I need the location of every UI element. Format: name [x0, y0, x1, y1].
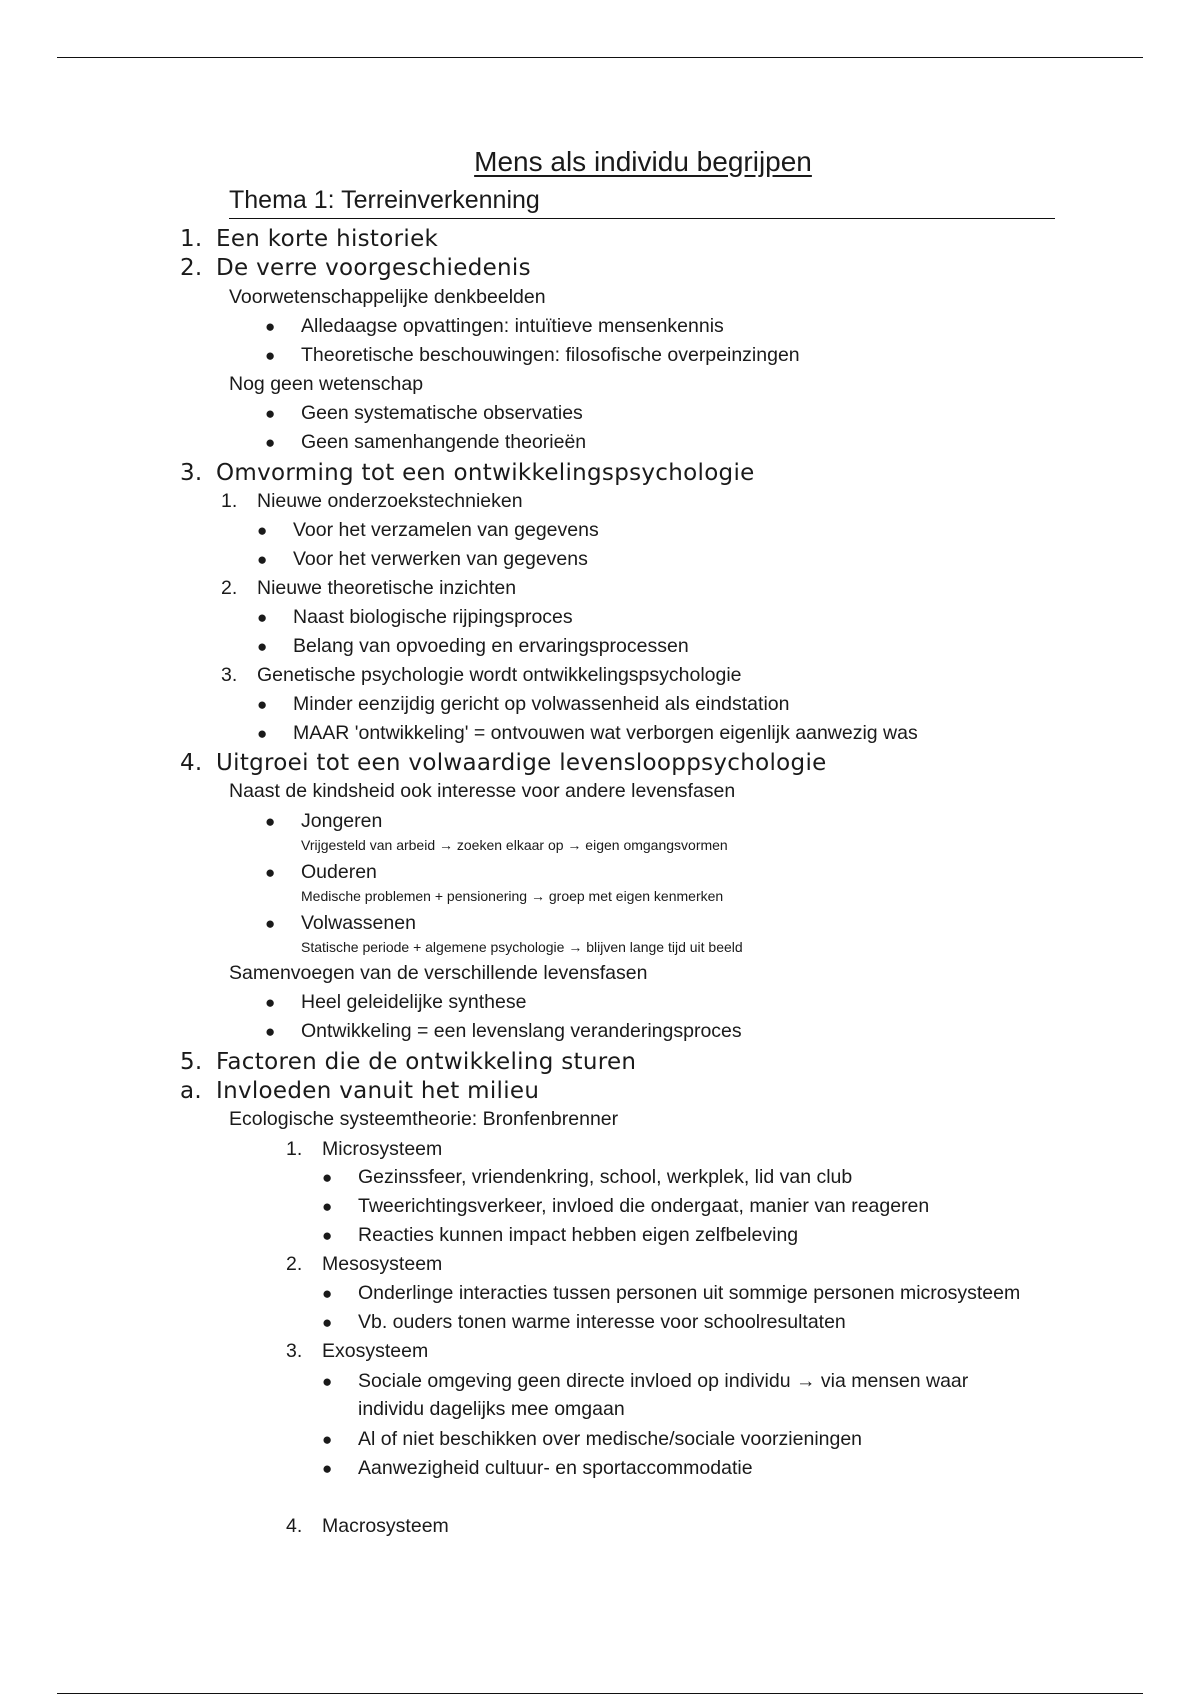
list-item: ● Sociale omgeving geen directe invloed op individu → via mensen waar: [322, 1370, 969, 1392]
numbered-item: 1. Microsysteem: [286, 1138, 443, 1160]
list-item: ● Vb. ouders tonen warme interesse voor schoolresultaten: [322, 1311, 846, 1333]
list-item: ● Volwassenen: [265, 912, 416, 934]
subheading: Naast de kindsheid ook interesse voor andere levensfasen: [229, 780, 736, 802]
list-item: ● Ontwikkeling = een levenslang veranderingsproces: [265, 1020, 742, 1042]
list-item: ● Ouderen: [265, 861, 377, 883]
list-item: ● Theoretische beschouwingen: filosofische overpeinzingen: [265, 344, 800, 366]
list-item: ● Onderlinge interacties tussen personen uit sommige personen microsysteem: [322, 1282, 1021, 1304]
list-item: ● Belang van opvoeding en ervaringsprocessen: [257, 635, 689, 657]
numbered-item: 2. Nieuwe theoretische inzichten: [221, 577, 517, 599]
list-item: ● Voor het verwerken van gegevens: [257, 548, 588, 570]
numbered-item: 4. Macrosysteem: [286, 1515, 449, 1537]
section-5-heading: 5. Factoren die de ontwikkeling sturen: [180, 1049, 637, 1075]
subheading: Samenvoegen van de verschillende levensfasen: [229, 962, 648, 984]
section-2-heading: 2. De verre voorgeschiedenis: [180, 255, 531, 281]
list-item: ● MAAR 'ontwikkeling' = ontvouwen wat verborgen eigenlijk aanwezig was: [257, 722, 918, 744]
list-item: ● Aanwezigheid cultuur- en sportaccommodatie: [322, 1457, 753, 1479]
list-item-note: Vrijgesteld van arbeid → zoeken elkaar op → eigen omgangsvormen: [301, 837, 728, 853]
subheading: Voorwetenschappelijke denkbeelden: [229, 286, 546, 308]
list-item: ● Geen systematische observaties: [265, 402, 583, 424]
list-item: ● Gezinssfeer, vriendenkring, school, werkplek, lid van club: [322, 1166, 853, 1188]
document-title: Mens als individu begrijpen: [474, 146, 812, 177]
numbered-item: 3. Genetische psychologie wordt ontwikkelingspsychologie: [221, 664, 742, 686]
list-item: ● Jongeren: [265, 810, 383, 832]
list-item: ● Geen samenhangende theorieën: [265, 431, 587, 453]
list-item: ● Minder eenzijdig gericht op volwassenheid als eindstation: [257, 693, 790, 715]
list-item-continuation: individu dagelijks mee omgaan: [358, 1398, 625, 1420]
section-4-heading: 4. Uitgroei tot een volwaardige levenslooppsychologie: [180, 750, 827, 776]
list-item-note: Medische problemen + pensionering → groep met eigen kenmerken: [301, 888, 724, 904]
section-a-heading: a. Invloeden vanuit het milieu: [180, 1078, 540, 1104]
list-item: ● Heel geleidelijke synthese: [265, 991, 527, 1013]
section-1-heading: 1. Een korte historiek: [180, 226, 439, 252]
footer-rule: [57, 1693, 1143, 1694]
numbered-item: 1. Nieuwe onderzoekstechnieken: [221, 490, 523, 512]
list-item: ● Alledaagse opvattingen: intuïtieve mensenkennis: [265, 315, 724, 337]
list-item: ● Al of niet beschikken over medische/sociale voorzieningen: [322, 1428, 863, 1450]
list-item: ● Tweerichtingsverkeer, invloed die ondergaat, manier van reageren: [322, 1195, 930, 1217]
numbered-item: 3. Exosysteem: [286, 1340, 429, 1362]
subheading: Ecologische systeemtheorie: Bronfenbrenner: [229, 1108, 619, 1130]
list-item: ● Naast biologische rijpingsproces: [257, 606, 573, 628]
numbered-item: 2. Mesosysteem: [286, 1253, 443, 1275]
theme-heading: Thema 1: Terreinverkenning: [229, 186, 1055, 219]
list-item-note: Statische periode + algemene psychologie → blijven lange tijd uit beeld: [301, 939, 743, 955]
subheading: Nog geen wetenschap: [229, 373, 424, 395]
list-item: ● Reacties kunnen impact hebben eigen zelfbeleving: [322, 1224, 799, 1246]
section-3-heading: 3. Omvorming tot een ontwikkelingspsychologie: [180, 460, 755, 486]
list-item: ● Voor het verzamelen van gegevens: [257, 519, 599, 541]
header-rule: [57, 57, 1143, 58]
